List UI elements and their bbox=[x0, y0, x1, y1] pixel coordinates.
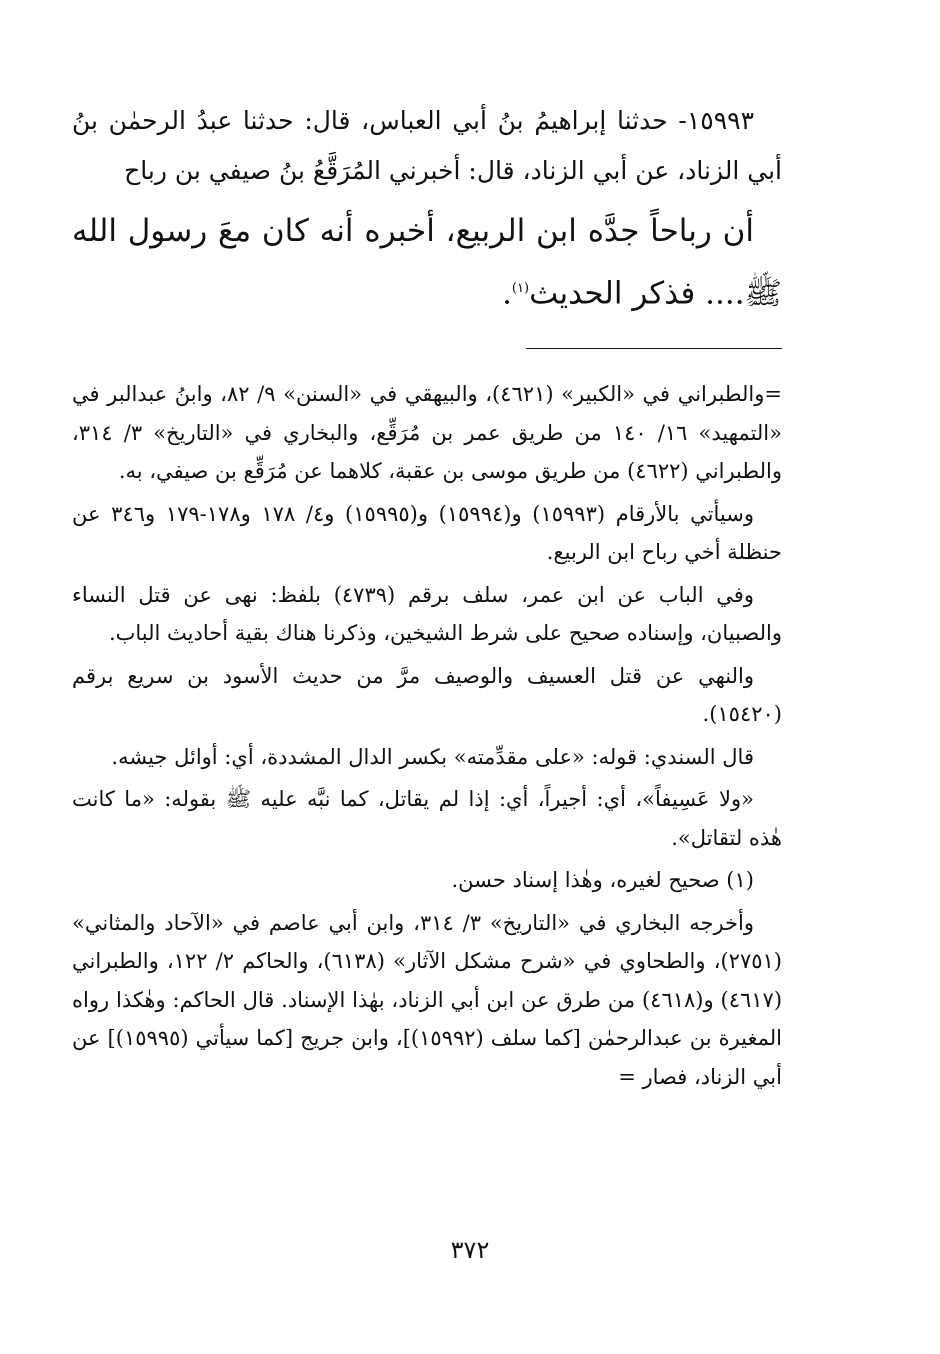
hadith-isnad bbox=[72, 96, 782, 196]
footnote-divider bbox=[526, 348, 782, 349]
footnote-paragraph: والنهي عن قتل العسيف والوصيف مرَّ من حديث الأسود بن سريع برقم (١٥٤٢٠). bbox=[72, 663, 782, 727]
footnote-paragraph: (١) صحيح لغيره، وهٰذا إسناد حسن. bbox=[451, 868, 754, 893]
page-body bbox=[72, 96, 782, 1100]
footnote-paragraph: وأخرجه البخاري في «التاريخ» ٣/ ٣١٤، وابن أبي عاصم في «الآحاد والمثاني» (٢٧٥١)، والطحاوي في «شرح مشكل الآثار» (٦١٣٨)، والحاكم ٢/ ١٢٢، والطبراني (٤٦١٧) و(٤٦١٨) من طرق عن ابن أبي الزناد، بهٰذا الإسناد. قال الحاكم: وهٰكذا رواه المغيرة بن عبدالرحمٰن [كما سلف (١٥٩٩٢)]، وابن جريج [كما سيأتي (١٥٩٩٥)] عن أبي الزناد، فصار = bbox=[72, 910, 783, 1089]
hadith-isnad-text: - حدثنا إبراهيمُ بنُ أبي العباس، قال: حدثنا عبدُ الرحمٰن بنُ أبي الزناد، عن أبي الزناد، قال: أخبرني المُرَقَّعُ بنُ صيفي بن رباح bbox=[72, 106, 782, 185]
hadith-number: ١٥٩٩٣ bbox=[686, 106, 754, 135]
footnote-paragraph: قال السندي: قوله: «على مقدِّمته» بكسر الدال المشددة، أي: أوائل جيشه. bbox=[111, 744, 754, 769]
footnote-ref: (١) bbox=[511, 281, 530, 296]
footnote-paragraph: وفي الباب عن ابن عمر، سلف برقم (٤٧٣٩) بلفظ: نهى عن قتل النساء والصبيان، وإسناده صحيح على شرط الشيخين، وذكرنا هناك بقية أحاديث الباب. bbox=[72, 582, 782, 646]
footnote-paragraph: وسيأتي بالأرقام (١٥٩٩٣) و(١٥٩٩٤) و(١٥٩٩٥) و٤/ ١٧٨ و١٧٨-١٧٩ و٣٤٦ عن حنظلة أخي رباح ابن الربيع. bbox=[72, 501, 782, 565]
footnote-paragraph: «ولا عَسِيفاً»، أي: أجيراً، أي: إذا لم يقاتل، كما نبَّه عليه ﷺ بقوله: «ما كانت هٰذه لتقاتل». bbox=[72, 787, 782, 850]
hadith-matn-text: أن رباحاً جدَّه ابن الربيع، أخبره أنه كان معَ رسول الله ﷺ.... فذكر الحديث bbox=[72, 213, 782, 312]
page-number: ٣٧٢ bbox=[450, 1236, 490, 1264]
hadith-matn bbox=[72, 202, 782, 322]
footnote-paragraph: =والطبراني في «الكبير» (٤٦٢١)، والبيهقي في «السنن» ٩/ ٨٢، وابنُ عبدالبر في «التمهيد» ١٦/ ١٤٠ من طريق عمر بن مُرَقِّع، والبخاري في «التاريخ» ٣/ ٣١٤، والطبراني (٤٦٢٢) من طريق موسى بن عقبة، كلاهما عن مُرَقِّع بن صيفي، به. bbox=[72, 382, 782, 484]
matn-end: . bbox=[502, 275, 512, 312]
